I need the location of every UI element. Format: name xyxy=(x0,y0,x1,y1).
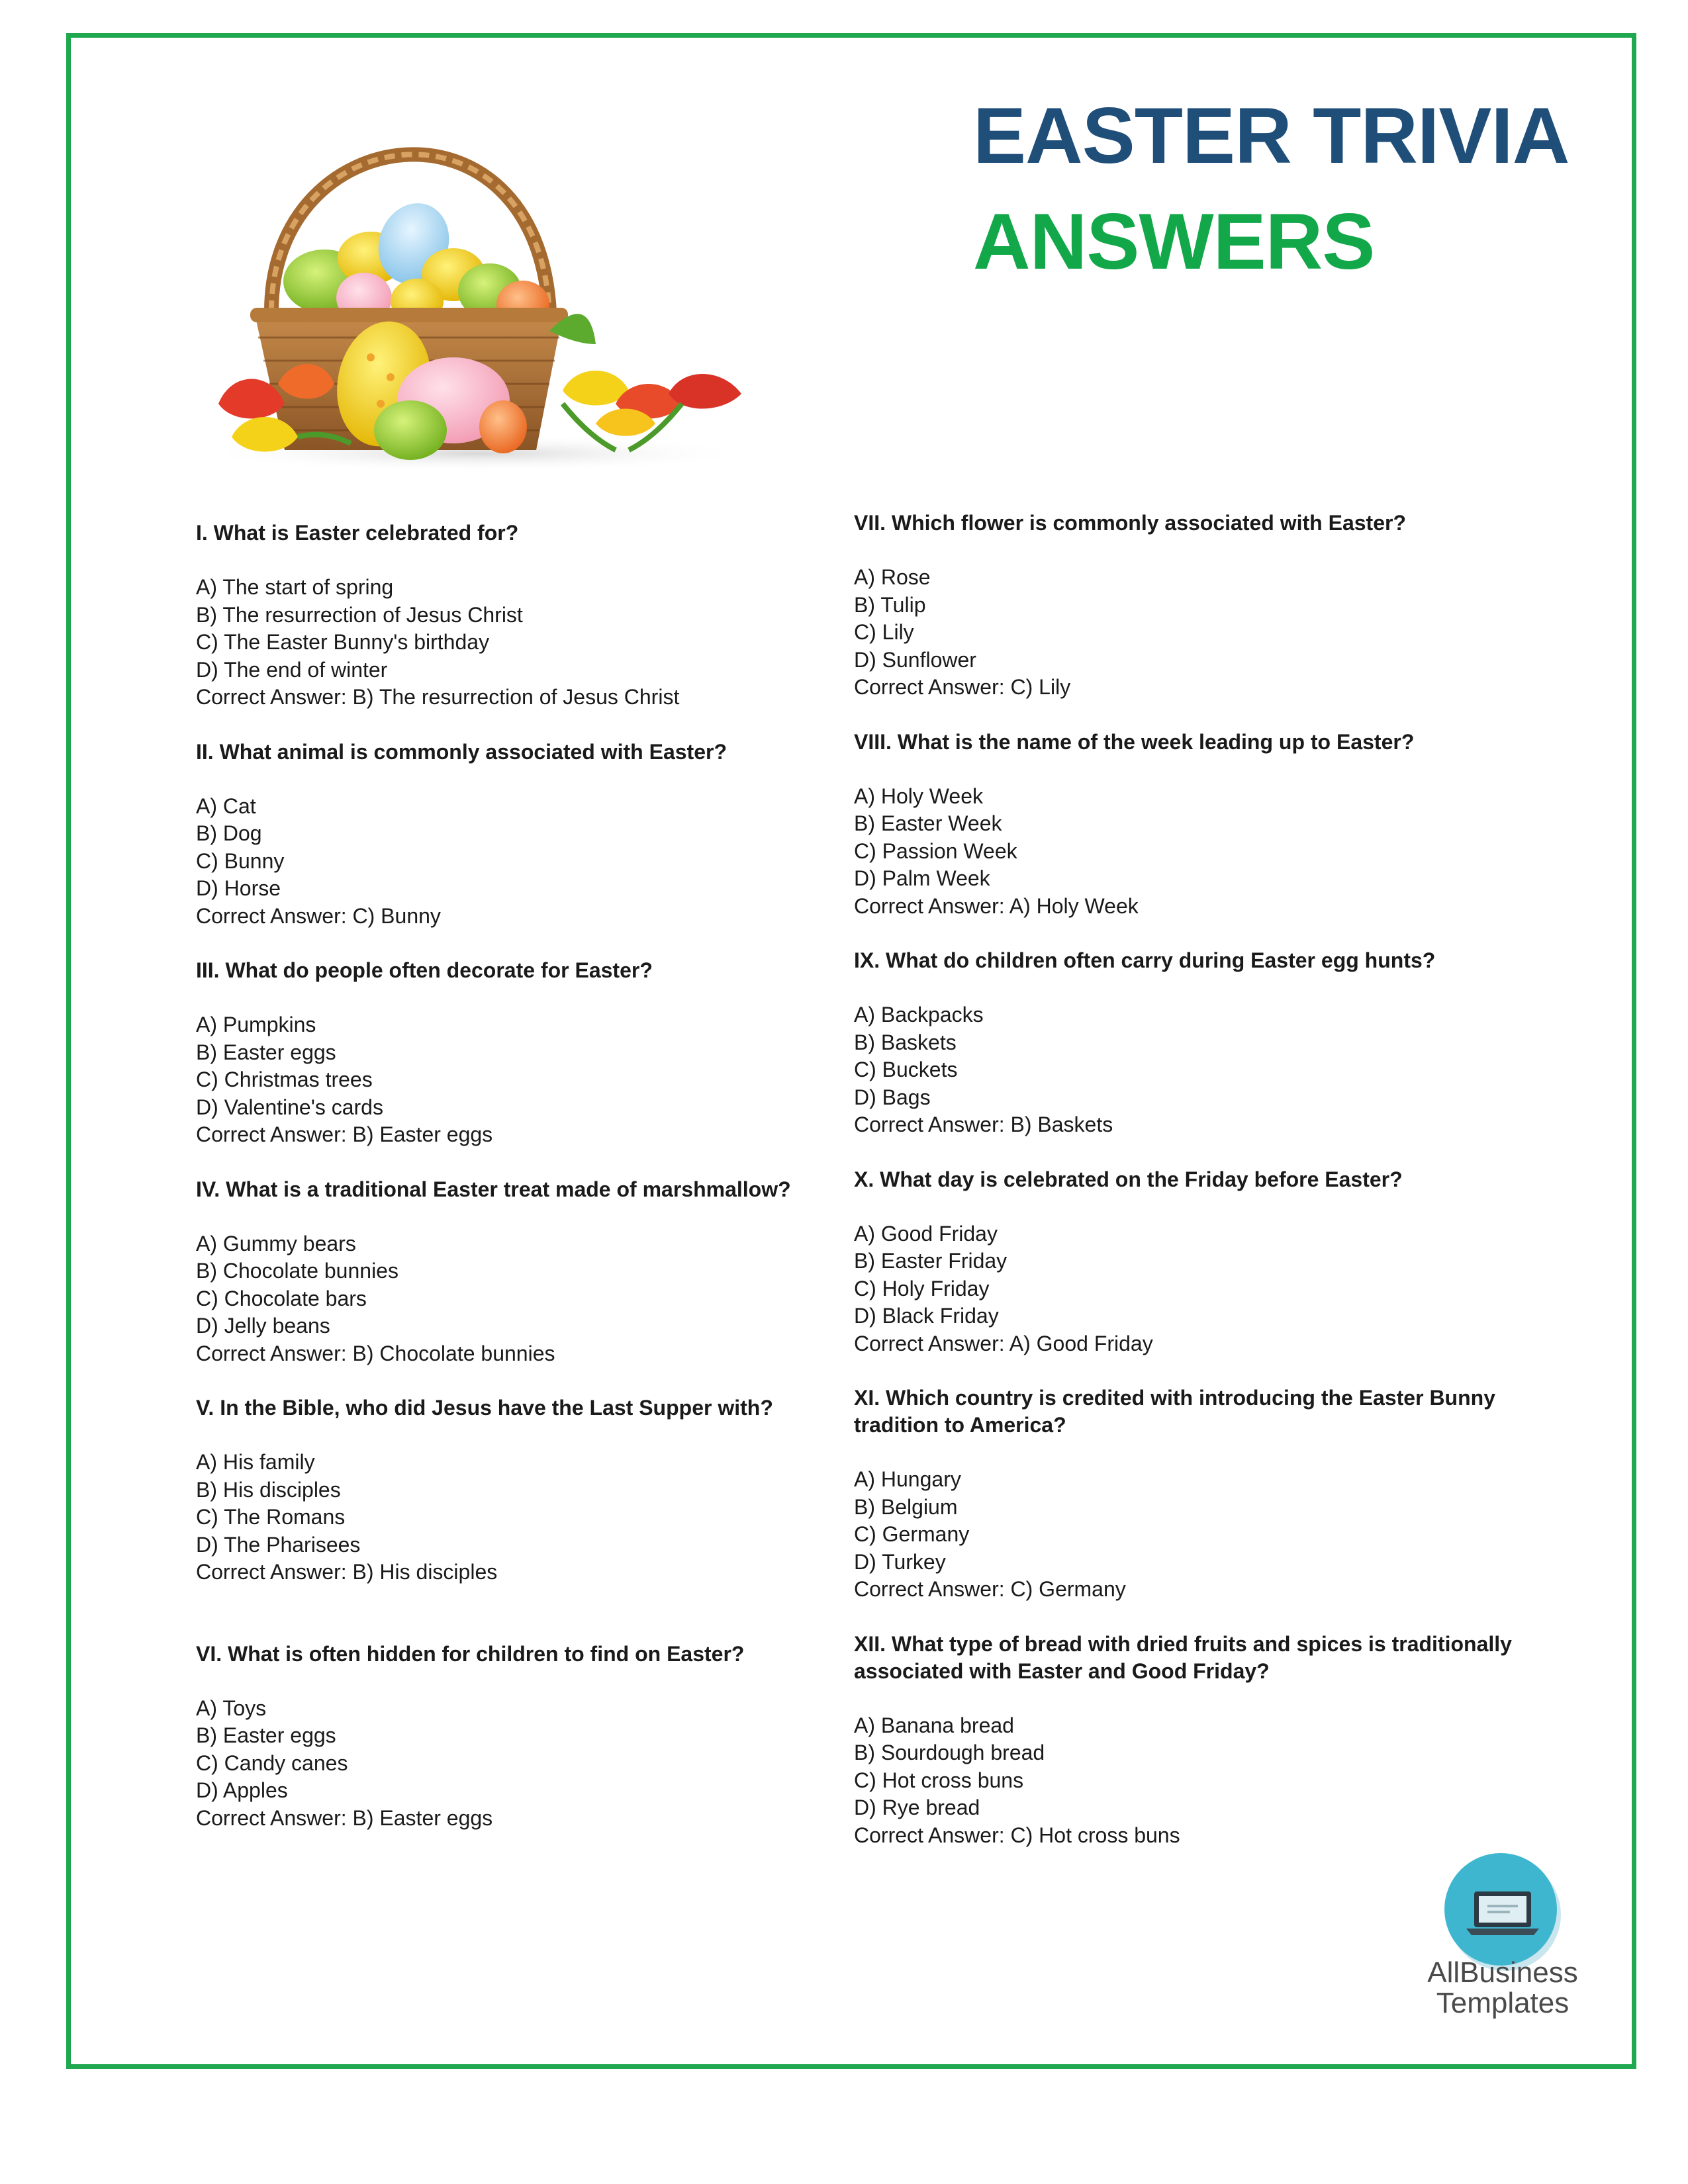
title-line-1: EASTER TRIVIA xyxy=(973,91,1570,180)
question-title: IX. What do children often carry during Easter egg hunts? xyxy=(854,948,1436,972)
option: A) Hungary xyxy=(854,1467,961,1491)
option: A) Pumpkins xyxy=(196,1013,316,1036)
option: A) Holy Week xyxy=(854,784,984,808)
option: C) The Easter Bunny's birthday xyxy=(196,630,490,654)
option: C) Lily xyxy=(854,620,914,644)
option: A) Good Friday xyxy=(854,1221,998,1246)
option: A) Backpacks xyxy=(854,1003,984,1026)
page-title xyxy=(973,83,1569,295)
option: C) Bunny xyxy=(196,848,285,873)
question-title: XII. What type of bread with dried fruits and spices is traditionally associated with Easter and Good Friday? xyxy=(854,1631,1512,1683)
option: B) Easter eggs xyxy=(196,1040,336,1064)
logo-text xyxy=(1423,1958,1582,2019)
option: D) Bags xyxy=(854,1085,931,1109)
logo-line-1: AllBusiness xyxy=(1427,1956,1578,1989)
option: A) Cat xyxy=(196,794,256,818)
option: B) The resurrection of Jesus Christ xyxy=(196,602,523,627)
option: D) Apples xyxy=(196,1778,288,1802)
option: B) Easter eggs xyxy=(196,1723,336,1747)
questions-left-column xyxy=(196,520,851,1859)
question-title: X. What day is celebrated on the Friday before Easter? xyxy=(854,1167,1403,1191)
option: D) Turkey xyxy=(854,1549,946,1574)
option: C) Chocolate bars xyxy=(196,1286,367,1310)
question-block xyxy=(196,520,851,711)
option: C) Christmas trees xyxy=(196,1068,373,1091)
option: B) Belgium xyxy=(854,1494,958,1519)
question-title: VIII. What is the name of the week leading up to Easter? xyxy=(854,729,1415,754)
option: B) Tulip xyxy=(854,592,926,617)
option: D) Horse xyxy=(196,876,281,900)
question-block xyxy=(196,957,851,1149)
option: A) Gummy bears xyxy=(196,1231,356,1255)
correct-answer: Correct Answer: A) Good Friday xyxy=(854,1331,1153,1355)
option: B) Sourdough bread xyxy=(854,1741,1045,1764)
option: C) Germany xyxy=(854,1522,970,1546)
option: A) Banana bread xyxy=(854,1713,1014,1737)
option: B) Easter Friday xyxy=(854,1249,1008,1273)
correct-answer: Correct Answer: B) His disciples xyxy=(196,1560,498,1584)
correct-answer: Correct Answer: C) Lily xyxy=(854,675,1071,699)
correct-answer: Correct Answer: B) Easter eggs xyxy=(196,1805,493,1830)
correct-answer: Correct Answer: C) Bunny xyxy=(196,903,441,928)
question-title: II. What animal is commonly associated with Easter? xyxy=(196,739,727,764)
question-block xyxy=(196,1176,851,1368)
option: C) Hot cross buns xyxy=(854,1768,1024,1792)
questions-right-column xyxy=(854,510,1516,1876)
easter-basket-image xyxy=(192,93,768,473)
correct-answer: Correct Answer: C) Germany xyxy=(854,1577,1126,1601)
question-block xyxy=(196,1641,851,1833)
question-block xyxy=(196,1394,851,1586)
question-title: VII. Which flower is commonly associated with Easter? xyxy=(854,511,1406,535)
laptop-icon xyxy=(1460,1880,1546,1946)
question-title: I. What is Easter celebrated for? xyxy=(196,521,519,545)
logo-line-2: Templates xyxy=(1436,1987,1570,2019)
option: C) The Romans xyxy=(196,1505,346,1529)
question-title: IV. What is a traditional Easter treat made of marshmallow? xyxy=(196,1177,791,1201)
question-block xyxy=(854,1385,1516,1604)
correct-answer: Correct Answer: B) The resurrection of Jesus Christ xyxy=(196,685,680,709)
correct-answer: Correct Answer: C) Hot cross buns xyxy=(854,1823,1180,1847)
option: B) His disciples xyxy=(196,1477,341,1502)
question-title: V. In the Bible, who did Jesus have the Last Supper with? xyxy=(196,1396,773,1420)
question-block xyxy=(854,1166,1516,1358)
correct-answer: Correct Answer: A) Holy Week xyxy=(854,893,1139,918)
option: A) Rose xyxy=(854,565,931,589)
option: D) Palm Week xyxy=(854,866,990,890)
question-block xyxy=(196,739,851,931)
question-block xyxy=(854,947,1516,1139)
correct-answer: Correct Answer: B) Easter eggs xyxy=(196,1122,493,1146)
option: B) Easter Week xyxy=(854,811,1002,835)
option: D) Valentine's cards xyxy=(196,1095,383,1119)
correct-answer: Correct Answer: B) Chocolate bunnies xyxy=(196,1341,555,1365)
question-block xyxy=(854,729,1516,921)
option: C) Candy canes xyxy=(196,1751,348,1775)
title-line-2: ANSWERS xyxy=(973,197,1375,286)
option: C) Holy Friday xyxy=(854,1276,990,1300)
option: C) Buckets xyxy=(854,1058,958,1081)
option: A) The start of spring xyxy=(196,575,394,599)
option: D) The Pharisees xyxy=(196,1532,361,1557)
question-block xyxy=(854,1631,1516,1850)
option: B) Chocolate bunnies xyxy=(196,1259,399,1283)
option: D) The end of winter xyxy=(196,657,388,682)
option: B) Dog xyxy=(196,821,262,845)
question-block xyxy=(854,510,1516,702)
option: A) His family xyxy=(196,1450,315,1474)
option: D) Rye bread xyxy=(854,1796,980,1819)
option: D) Jelly beans xyxy=(196,1314,330,1338)
allbusiness-templates-logo[interactable] xyxy=(1423,1853,1582,2025)
question-title: VI. What is often hidden for children to find on Easter? xyxy=(196,1641,745,1666)
option: B) Baskets xyxy=(854,1030,957,1054)
option: D) Sunflower xyxy=(854,647,976,672)
option: A) Toys xyxy=(196,1696,267,1720)
question-title: III. What do people often decorate for Easter? xyxy=(196,958,653,982)
option: D) Black Friday xyxy=(854,1304,999,1328)
question-title: XI. Which country is credited with introducing the Easter Bunny tradition to America? xyxy=(854,1386,1495,1437)
correct-answer: Correct Answer: B) Baskets xyxy=(854,1113,1113,1136)
option: C) Passion Week xyxy=(854,839,1017,863)
